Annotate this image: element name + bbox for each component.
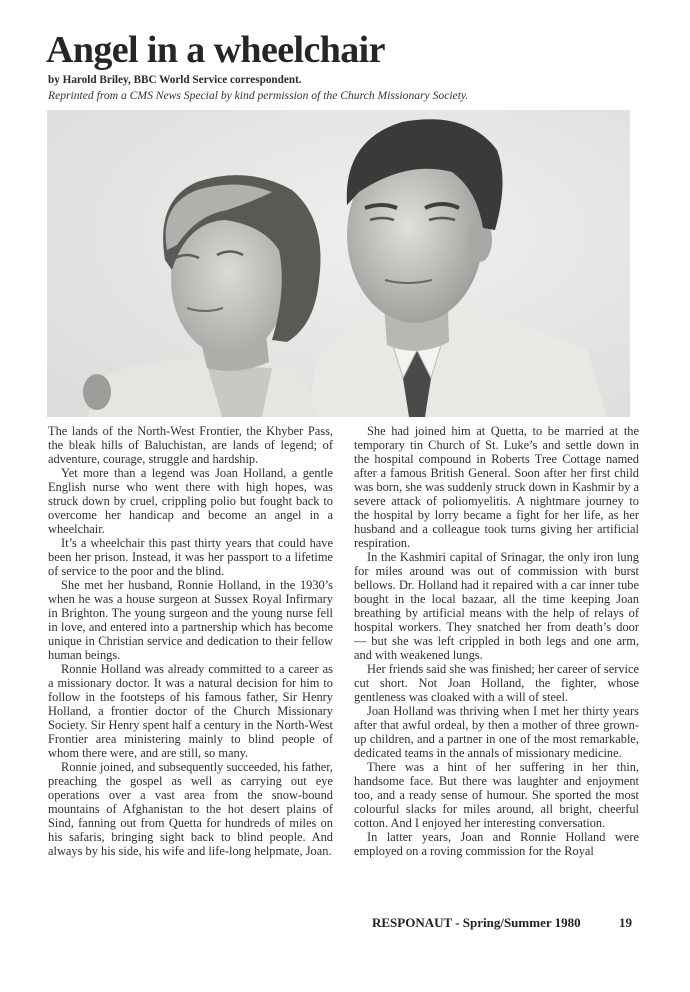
hand-on-shoulder: [83, 374, 111, 410]
paragraph: It’s a wheelchair this past thirty years that could have been her prison. Instead, it was her passport to a lifetime of service to the poor and the blind.: [48, 536, 333, 578]
paragraph: Ronnie joined, and subsequently succeeded, his father, preaching the gospel as well as carrying out eye operations over a vast area from the snow-bound mountains of Afghanistan to the hot desert plains of Sind, fanning out from Quetta for hundreds of miles on his safaris, bringing sight back to blind people. And always by his side, his wife and life-long helpmate, Joan.: [48, 760, 333, 858]
article-column-right: [354, 424, 639, 858]
paragraph: The lands of the North-West Frontier, the Khyber Pass, the bleak hills of Baluchistan, are lands of legend; of adventure, courage, struggle and hardship.: [48, 424, 333, 466]
paragraph: There was a hint of her suffering in her thin, handsome face. But there was laughter and enjoyment too, and a ready sense of humour. She sported the most colourful slacks for miles around, all bright, cheerful cotton. And I enjoyed her interesting conversation.: [354, 760, 639, 830]
paragraph: In latter years, Joan and Ronnie Holland were employed on a roving commission for the Royal: [354, 830, 639, 858]
paragraph: In the Kashmiri capital of Srinagar, the only iron lung for miles around was out of commission with burst bellows. Dr. Holland had it repaired with a car inner tube bought in the local bazaar, all the time keeping Joan breathing by artificial means with the help of relays of hospital workers. They snatched her from death’s door — but she was left crippled in both legs and one arm, and with weakened lungs.: [354, 550, 639, 662]
portrait-illustration: [47, 110, 630, 417]
reprint-note: Reprinted from a CMS News Special by kind permission of the Church Missionary Society.: [48, 89, 469, 102]
paragraph: Joan Holland was thriving when I met her thirty years after that awful ordeal, by then a mother of three grown-up children, and a partner in one of the most remarkable, dedicated teams in the annals of missionary medicine.: [354, 704, 639, 760]
page-number: 19: [619, 915, 632, 930]
paragraph: Her friends said she was finished; her career of service cut short. Not Joan Holland, the fighter, whose gentleness was cloaked with a will of steel.: [354, 662, 639, 704]
paragraph: Yet more than a legend was Joan Holland, a gentle English nurse who went there with high hopes, was struck down by cruel, crippling polio but fought back to overcome her handicap and become an angel in a wheelchair.: [48, 466, 333, 536]
paragraph: Ronnie Holland was already committed to a career as a missionary doctor. It was a natural decision for him to follow in the footsteps of his famous father, Sir Henry Holland, a frontier doctor of the Church Missionary Society. Sir Henry spent half a century in the North-West Frontier area ministering mainly to blind people of whom there were, and are still, so many.: [48, 662, 333, 760]
paragraph: She had joined him at Quetta, to be married at the temporary tin Church of St. Luke’s and settle down in the hospital compound in Roberts Tree Cottage named after a famous British General. Soon after her first child was born, she was suddenly struck down in Kashmir by a severe attack of poliomyelitis. A nightmare journey to the hospital by lorry became a fight for her life, as her husband and a colleague took turns giving her artificial respiration.: [354, 424, 639, 550]
byline: by Harold Briley, BBC World Service correspondent.: [48, 74, 302, 86]
page-footer: [372, 915, 632, 931]
article-column-left: [48, 424, 333, 858]
publication-line: RESPONAUT - Spring/Summer 1980: [372, 915, 581, 930]
article-title: Angel in a wheelchair: [46, 29, 385, 71]
portrait-photo: [47, 110, 630, 417]
paragraph: She met her husband, Ronnie Holland, in the 1930’s when he was a house surgeon at Sussex Royal Infirmary in Brighton. The young surgeon and the young nurse fell in love, and entered into a partnership which has become unique in Christian service and dedication to their fellow human beings.: [48, 578, 333, 662]
